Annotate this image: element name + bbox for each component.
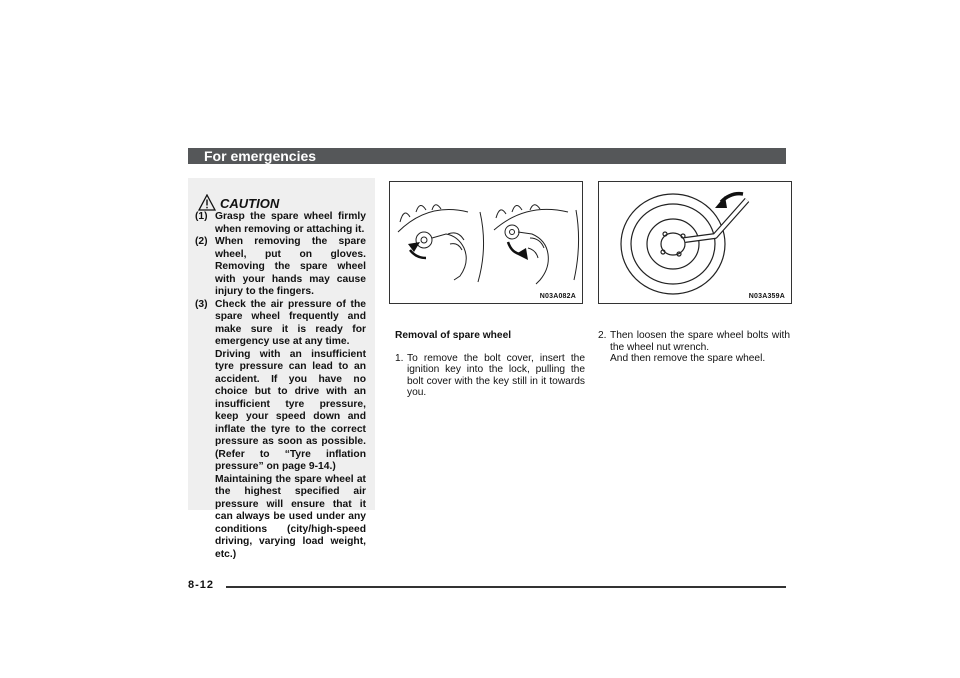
step-number: 2. xyxy=(598,330,607,341)
footer-rule xyxy=(226,586,786,588)
caution-item-number: (1) xyxy=(195,211,208,222)
caution-title: CAUTION xyxy=(220,196,280,211)
step-number: 1. xyxy=(395,352,404,364)
caution-item-number: (2) xyxy=(195,236,208,247)
bolt-cover-drawing xyxy=(390,182,582,303)
section-header-bar xyxy=(188,148,786,164)
step-text: And then remove the spare wheel. xyxy=(610,353,766,364)
step-text: Then loosen the spare wheel bolts with the wheel nut wrench. xyxy=(610,330,790,353)
caution-box xyxy=(188,178,375,560)
warning-triangle-icon xyxy=(198,194,216,211)
caution-item-number: (3) xyxy=(195,298,208,310)
caution-item xyxy=(195,211,366,236)
caution-item-text: Grasp the spare wheel firmly when removing or attaching it. xyxy=(215,211,366,235)
removal-title: Removal of spare wheel xyxy=(395,330,512,341)
removal-text-column-2 xyxy=(598,330,790,365)
bolt-cover-removal-illustration xyxy=(389,181,583,304)
wheel-drawing xyxy=(599,182,791,303)
step-text: To remove the bolt cover, insert the ignition key into the lock, pulling the bolt cover with the key still in it towards you. xyxy=(407,352,585,398)
caution-item xyxy=(195,299,366,562)
figure-code: N03A082A xyxy=(539,293,576,300)
removal-text-column xyxy=(395,330,585,399)
spare-wheel-wrench-illustration xyxy=(598,181,792,304)
caution-item-text: Driving with an insufficient tyre pressure can lead to an accident. If you have no choice but to drive with an insufficient tyre pressure, keep your speed down and inflate the tyre to the correct pressure as soon as possible. (Refer to “Tyre inflation pressure” on page 9-14.) xyxy=(215,348,366,472)
page-number: 8-12 xyxy=(188,579,215,591)
step-2 xyxy=(598,330,790,365)
figure-code: N03A359A xyxy=(748,293,785,300)
caution-item-text: Check the air pressure of the spare wheel frequently and make sure it is ready for emergency use at any time. xyxy=(215,298,366,347)
caution-item-text: Maintaining the spare wheel at the highest specified air pressure will ensure that it can always be used under any conditions (city/high-speed driving, varying load weight, etc.) xyxy=(215,473,366,560)
caution-item-text: When removing the spare wheel, put on gloves. Removing the spare wheel with your hands may cause injury to the fingers. xyxy=(215,236,366,297)
section-title: For emergencies xyxy=(204,148,317,164)
step-1 xyxy=(395,353,585,399)
caution-list xyxy=(195,211,366,561)
caution-item xyxy=(195,236,366,299)
